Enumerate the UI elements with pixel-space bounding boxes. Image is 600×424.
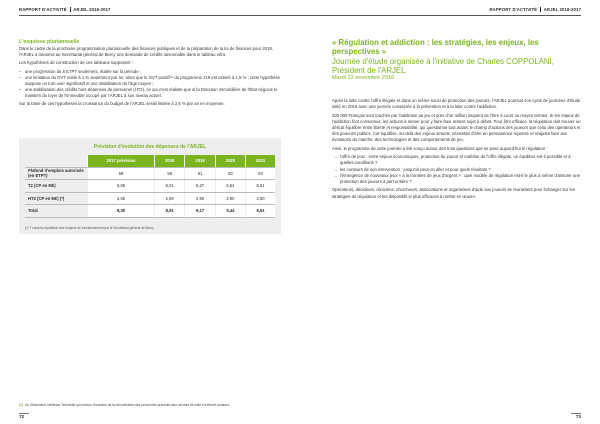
left-body-text	[19, 46, 281, 110]
table-cell: 63	[215, 167, 245, 180]
table-cell: 2,90	[155, 192, 185, 205]
paragraph: Opérateurs, décideurs, cliniciens, chercheurs, associations et organismes d'aide aux joueurs se réunissent pour échanger sur les stratégies de régulation et les dispositifs le plus efficaces à mettre en œuvre.	[332, 187, 575, 199]
row-label: Total	[25, 205, 88, 218]
list-item: → l'émergence de nouveaux jeux « à la frontière de jeux d'argent » : quel modèle de régulation est-il le plus à même d'assurer une protection des joueurs à part entière ?	[332, 173, 582, 185]
table-total-row	[25, 205, 275, 218]
table-row	[25, 192, 275, 205]
article-subtitle: Journée d'étude organisée à l'initiative de Charles COPPOLANI, Président de l'ARJEL	[332, 57, 554, 76]
column-header: 2018	[155, 155, 185, 167]
table-corner	[25, 155, 88, 167]
table-cell: 2,90	[246, 192, 275, 205]
list-item: → l'offre de jeux : entre enjeux économiques, protection du joueur et maîtrise de l'offre illégale, un équilibre est-il possible et à quelles conditions ?	[332, 154, 582, 166]
row-label: T2 (CP en M€)	[25, 180, 88, 193]
column-header: 2017 prévision	[88, 155, 155, 167]
table-cell: 9,44	[215, 205, 245, 218]
row-label: Plafond d'emplois autorisés (en ETPT)	[25, 167, 88, 180]
org-year: ARJEL 2016-2017	[73, 7, 111, 12]
table-cell: 8,91	[155, 205, 185, 218]
running-header	[19, 7, 111, 12]
paragraph: 200 000 Français sont touchés par l'addiction au jeu et près d'un million risquent de l'être à court ou moyen termes. Si les enjeux de l'addiction font consensus, les actions à mener pour y faire face restent sujet à débat. Pour être efficace, la régulation doit trouver un délicat équilibre entre liberté et responsabilité, qui questionne tout autant le champ d'actions des joueurs que celui des opérateurs et des pouvoirs publics. Cet équilibre, au-delà des enjeux actuels, nécessite d'être en permanence repensé et réajusté face aux évolutions du marché, des technologies et des comportements de jeu.	[332, 112, 581, 143]
table-cell: 6,27	[185, 180, 215, 193]
table-cell: 2,90	[215, 192, 245, 205]
running-header	[489, 7, 581, 12]
article-date: Mardi 22 novembre 2016	[332, 75, 395, 81]
table-cell: 2,90	[185, 192, 215, 205]
footnote-text: Ou Glissement Vieillesse Technicité qui mesure l'évolution de la rémunération des personnels présents deux années de suite en effectif constant.	[24, 403, 230, 407]
page-number: 73	[575, 414, 581, 419]
list-item: – une limitation du GVT solde à 1 % seulement par an, alors que le GVT positif⁽¹⁾ du programme 218 est estimé à 1,5 % ; cette hypothèse suppose un turn over significatif et une stabilisation de l'âge moyen ;	[19, 75, 281, 87]
table-row	[25, 180, 275, 193]
conclusion-paragraph: Sur la base de ces hypothèses la croissance du budget de l'ARJEL serait limitée à 2,6 % par an en moyenne.	[19, 101, 225, 107]
hypotheses-intro: Les hypothèses de construction de ces tableaux supposent :	[19, 60, 133, 66]
forecast-table	[25, 155, 275, 218]
page-number: 72	[19, 414, 25, 419]
header-separator	[70, 7, 71, 12]
article-title: « Régulation et addiction : les stratégies, les enjeux, les perspectives »	[332, 38, 539, 57]
footnote-number: (1)	[19, 403, 23, 407]
column-header: 2019	[185, 155, 215, 167]
row-label: HT2 (CP en M€) (*)	[25, 192, 88, 205]
forecast-table-panel	[19, 138, 281, 234]
table-cell: 9,17	[185, 205, 215, 218]
header-separator	[540, 7, 541, 12]
right-page	[300, 0, 600, 424]
table-header-row	[25, 155, 275, 167]
table-cell: 61	[185, 167, 215, 180]
section-title: L'esquisse pluriannuelle	[19, 39, 80, 45]
table-cell: 2,65	[88, 192, 155, 205]
footnote	[19, 403, 230, 407]
questions-list	[332, 154, 582, 185]
table-cell: 63	[246, 167, 275, 180]
table-cell: 8,30	[88, 205, 155, 218]
table-title: Prévision d'évolution des dépenses de l'ARJEL	[93, 144, 207, 150]
table-cell: 9,51	[246, 205, 275, 218]
table-cell: 59	[155, 167, 185, 180]
column-header: 2020	[215, 155, 245, 167]
header-rule	[300, 15, 581, 16]
paragraph: Ainsi, le programme de cette journée a été conçu autour des trois questions que se pose aujourd'hui le régulateur :	[332, 145, 548, 151]
list-item: – une stabilisation des crédits hors dépenses de personnel (HT2), ce qui n'est réaliste que si la Direction immobilière de l'État négocie le maintien du loyer de l'immeuble occupé par l'ARJEL à son niveau actuel.	[19, 87, 281, 99]
report-label: RAPPORT D'ACTIVITÉ	[489, 7, 538, 12]
right-body-text	[332, 98, 582, 202]
table-cell: 6,01	[155, 180, 185, 193]
intro-paragraph: Dans le cadre de la prochaine programmation pluriannuelle des finances publiques et de la préparation de la loi de finances pour 2018, l'ARJEL a transmis au Secrétariat général de Bercy une demande de crédits raisonnable dans le tableau infra.	[19, 46, 273, 58]
table-cell: 6,54	[215, 180, 245, 193]
report-label: RAPPORT D'ACTIVITÉ	[19, 7, 67, 12]
column-header: 2021	[246, 155, 275, 167]
header-rule	[19, 15, 300, 16]
org-year: ARJEL 2016-2017	[543, 7, 581, 12]
list-item: → les contours de son intervention : jusqu'où peut-on aller et pour quels résultats ?	[332, 167, 582, 173]
table-cell: 5,65	[88, 180, 155, 193]
list-item: – une progression de 5 ETPT seulement, étalée sur la période ;	[19, 69, 281, 75]
table-note: (*) Y compris répartition des moyens de fonctionnement par le Secrétariat général de Bercy	[25, 226, 154, 230]
table-row	[25, 167, 275, 180]
paragraph: Après la lutte contre l'offre illégale et dans un même souci de protection des joueurs, l'ARJEL poursuit son cycle de journées d'étude initié en 2015 avec une journée consacrée à la prévention et à la lutte contre l'addiction.	[332, 98, 581, 110]
table-cell: 6,61	[246, 180, 275, 193]
table-cell: 58	[88, 167, 155, 180]
hypotheses-list	[19, 69, 281, 99]
